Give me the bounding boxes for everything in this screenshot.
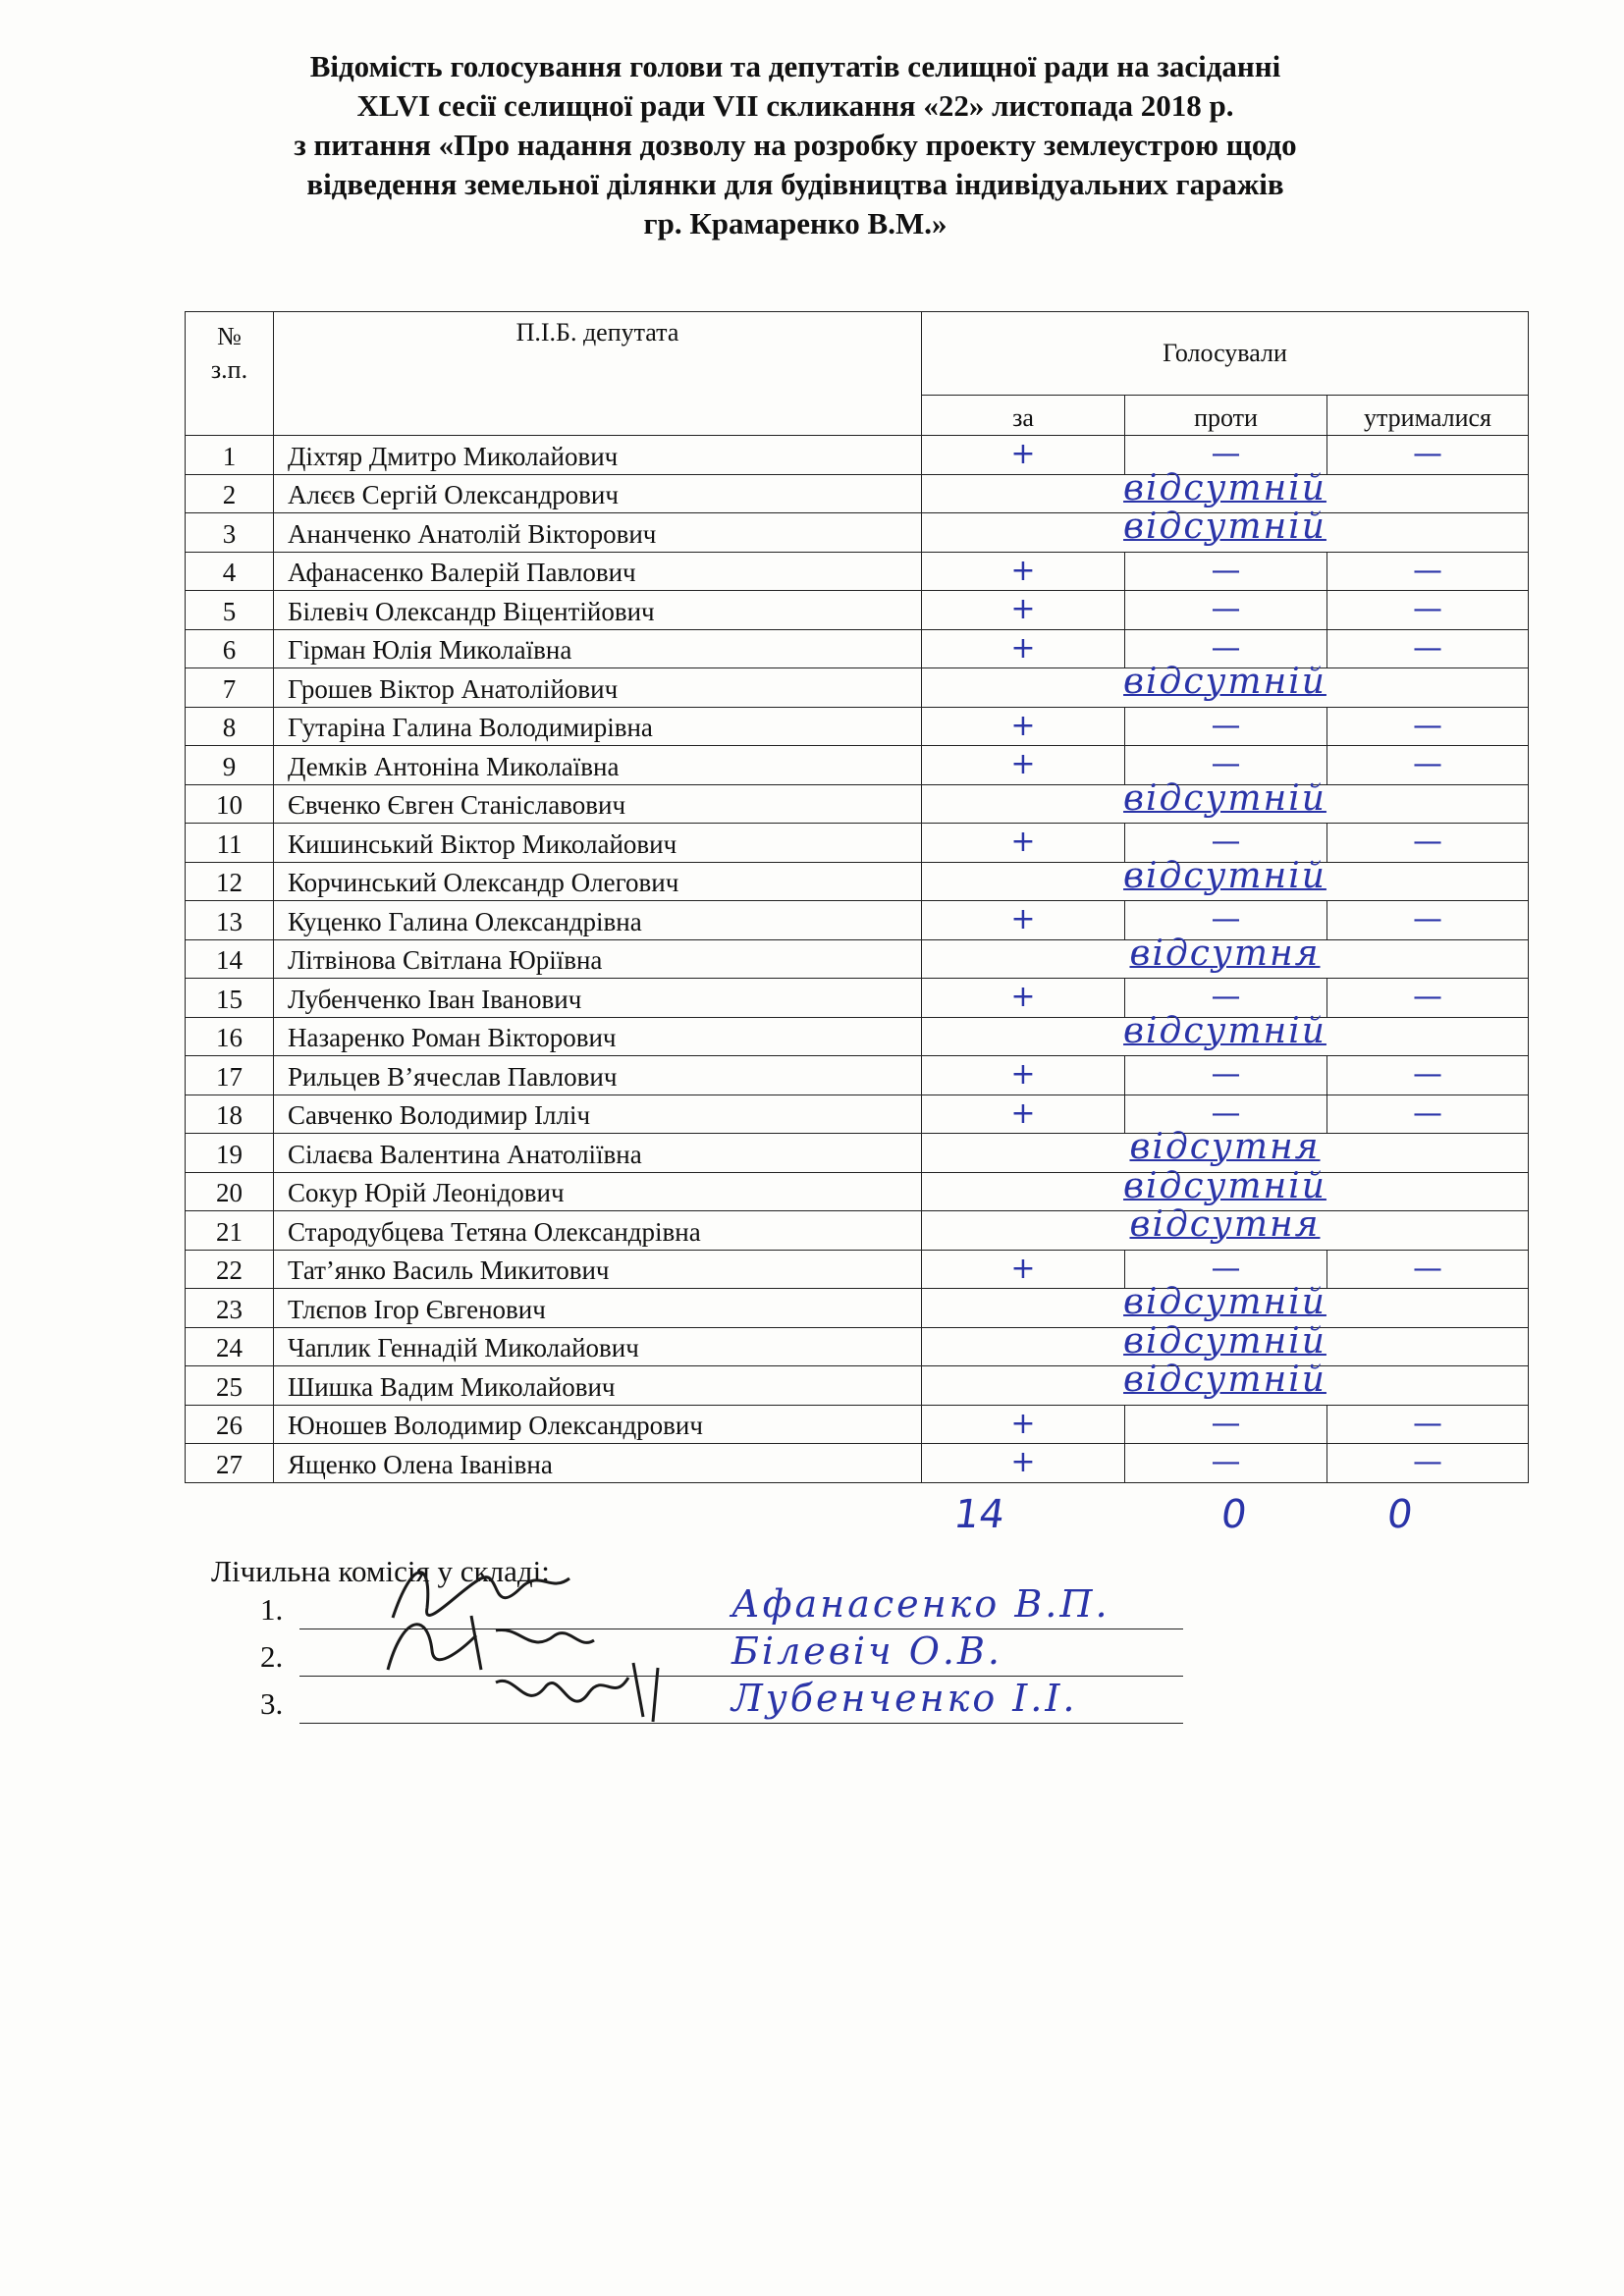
deputy-name: Ященко Олена Іванівна <box>274 1444 922 1483</box>
document-header <box>196 47 1394 243</box>
absent-cell <box>922 507 1529 553</box>
vote-against-mark: — <box>1125 591 1327 630</box>
vote-for-mark: + <box>922 1056 1125 1095</box>
absent-mark: відсутній <box>1123 777 1326 819</box>
header-line-4: відведення земельної ділянки для будівництва індивідуальних гаражів <box>306 167 1284 201</box>
absent-cell <box>922 1204 1529 1251</box>
row-number: 9 <box>186 746 274 785</box>
vote-against-mark: — <box>1125 1056 1327 1095</box>
absent-mark: відсутня <box>1129 933 1321 974</box>
row-number: 25 <box>186 1366 274 1406</box>
header-deputy-name: П.І.Б. депутата <box>274 312 922 436</box>
vote-for-mark: + <box>922 1405 1125 1444</box>
table-row <box>186 1056 1529 1095</box>
vote-against-mark: — <box>1125 746 1327 785</box>
row-number: 15 <box>186 979 274 1018</box>
vote-abstain-mark: — <box>1327 1056 1529 1095</box>
total-abstain: 0 <box>1383 1492 1416 1537</box>
absent-mark: відсутній <box>1123 1010 1326 1051</box>
vote-against-mark: — <box>1125 629 1327 668</box>
vote-abstain-mark: — <box>1327 591 1529 630</box>
row-number: 19 <box>186 1134 274 1173</box>
vote-abstain-mark: — <box>1327 824 1529 863</box>
vote-for-mark: + <box>922 591 1125 630</box>
deputy-name: Рильцев В’ячеслав Павлович <box>274 1056 922 1095</box>
table-row <box>186 1366 1529 1406</box>
commission-title: Лічильна комісія у складі: <box>211 1554 550 1588</box>
table-row <box>186 1211 1529 1251</box>
deputy-name: Грошев Віктор Анатолійович <box>274 668 922 708</box>
absent-mark: відсутня <box>1129 1204 1321 1245</box>
commission-member-3 <box>260 1677 1183 1724</box>
row-number: 17 <box>186 1056 274 1095</box>
deputy-name: Кишинський Віктор Миколайович <box>274 824 922 863</box>
absent-mark: відсутній <box>1123 467 1326 508</box>
deputy-name: Літвінова Світлана Юріївна <box>274 939 922 979</box>
table-row <box>186 1444 1529 1483</box>
absent-mark: відсутній <box>1123 1282 1326 1322</box>
row-number: 10 <box>186 784 274 824</box>
deputy-name: Гутаріна Галина Володимирівна <box>274 707 922 746</box>
vote-against-mark: — <box>1125 707 1327 746</box>
vote-for-mark: + <box>922 1444 1125 1483</box>
table-row <box>186 939 1529 979</box>
vote-abstain-mark: — <box>1327 979 1529 1018</box>
vote-against-mark: — <box>1125 552 1327 591</box>
vote-abstain-mark: — <box>1327 1095 1529 1134</box>
header-line-5: гр. Крамаренко В.М.» <box>643 206 947 240</box>
row-number: 2 <box>186 474 274 513</box>
vote-for-mark: + <box>922 979 1125 1018</box>
header-line-3: з питання «Про надання дозволу на розробку проекту землеустрою щодо <box>294 128 1297 162</box>
row-number: 14 <box>186 939 274 979</box>
header-voted: Голосували <box>922 312 1529 396</box>
vote-against-mark: — <box>1125 901 1327 940</box>
deputy-name: Афанасенко Валерій Павлович <box>274 552 922 591</box>
member-name: Білевіч О.В. <box>731 1629 1002 1673</box>
vote-against-mark: — <box>1125 1095 1327 1134</box>
vote-for-mark: + <box>922 901 1125 940</box>
member-number: 1. <box>260 1592 284 1627</box>
member-number: 3. <box>260 1686 284 1721</box>
row-number: 5 <box>186 591 274 630</box>
row-number: 6 <box>186 629 274 668</box>
vote-for-mark: + <box>922 824 1125 863</box>
deputy-name: Юношев Володимир Олександрович <box>274 1405 922 1444</box>
vote-against-mark: — <box>1125 1444 1327 1483</box>
row-number: 24 <box>186 1327 274 1366</box>
deputy-name: Євченко Євген Станіславович <box>274 784 922 824</box>
header-line-1: Відомість голосування голови та депутатів селищної ради на засіданні <box>309 49 1281 83</box>
row-number: 27 <box>186 1444 274 1483</box>
deputy-name: Білевіч Олександр Віцентійович <box>274 591 922 630</box>
table-row <box>186 1405 1529 1444</box>
header-number-symbol: № <box>217 322 242 350</box>
vote-abstain-mark: — <box>1327 1444 1529 1483</box>
deputy-name: Корчинський Олександр Олегович <box>274 862 922 901</box>
row-number: 11 <box>186 824 274 863</box>
row-number: 16 <box>186 1017 274 1056</box>
deputy-name: Діхтяр Дмитро Миколайович <box>274 436 922 475</box>
member-number: 2. <box>260 1639 284 1674</box>
deputy-name: Лубенченко Іван Іванович <box>274 979 922 1018</box>
vote-abstain-mark: — <box>1327 746 1529 785</box>
table-row <box>186 862 1529 901</box>
vote-for-mark: + <box>922 436 1125 475</box>
table-row <box>186 784 1529 824</box>
deputy-name: Чаплик Геннадій Миколайович <box>274 1327 922 1366</box>
absent-mark: відсутній <box>1123 855 1326 896</box>
row-number: 4 <box>186 552 274 591</box>
vote-for-mark: + <box>922 746 1125 785</box>
row-number: 12 <box>186 862 274 901</box>
absent-mark: відсутній <box>1123 1360 1326 1400</box>
row-number: 8 <box>186 707 274 746</box>
row-number: 21 <box>186 1211 274 1251</box>
row-number: 23 <box>186 1289 274 1328</box>
table-row <box>186 668 1529 708</box>
vote-abstain-mark: — <box>1327 901 1529 940</box>
vote-against-mark: — <box>1125 1250 1327 1289</box>
absent-cell <box>922 1010 1529 1056</box>
vote-for-mark: + <box>922 707 1125 746</box>
deputy-name: Савченко Володимир Ілліч <box>274 1095 922 1134</box>
vote-abstain-mark: — <box>1327 707 1529 746</box>
deputy-name: Тлєпов Ігор Євгенович <box>274 1289 922 1328</box>
absent-mark: відсутній <box>1123 507 1326 547</box>
table-body <box>186 436 1529 1483</box>
row-number: 1 <box>186 436 274 475</box>
vote-abstain-mark: — <box>1327 436 1529 475</box>
row-number: 18 <box>186 1095 274 1134</box>
deputy-name: Демків Антоніна Миколаївна <box>274 746 922 785</box>
vote-against-mark: — <box>1125 979 1327 1018</box>
deputy-name: Алєєв Сергій Олександрович <box>274 474 922 513</box>
vote-abstain-mark: — <box>1327 1405 1529 1444</box>
deputy-name: Тат’янко Василь Микитович <box>274 1250 922 1289</box>
header-number-abbr: з.п. <box>210 355 248 384</box>
header-number <box>186 312 274 436</box>
vote-abstain-mark: — <box>1327 629 1529 668</box>
deputy-name: Шишка Вадим Миколайович <box>274 1366 922 1406</box>
absent-cell <box>922 777 1529 824</box>
table-row <box>186 707 1529 746</box>
vote-abstain-mark: — <box>1327 552 1529 591</box>
absent-cell <box>922 662 1529 708</box>
row-number: 13 <box>186 901 274 940</box>
table-row <box>186 513 1529 553</box>
vote-against-mark: — <box>1125 824 1327 863</box>
header-abstain: утрималися <box>1327 396 1529 436</box>
vote-for-mark: + <box>922 552 1125 591</box>
vote-for-mark: + <box>922 1250 1125 1289</box>
total-against: 0 <box>1218 1492 1250 1537</box>
vote-for-mark: + <box>922 629 1125 668</box>
row-number: 20 <box>186 1172 274 1211</box>
deputy-name: Сілаєва Валентина Анатоліївна <box>274 1134 922 1173</box>
table-row <box>186 552 1529 591</box>
header-against: проти <box>1125 396 1327 436</box>
deputy-name: Гірман Юлія Миколаївна <box>274 629 922 668</box>
vote-for-mark: + <box>922 1095 1125 1134</box>
absent-mark: відсутня <box>1129 1127 1321 1167</box>
absent-mark: відсутній <box>1123 662 1326 702</box>
commission-member-2 <box>260 1629 1183 1677</box>
signature-mark <box>486 1643 722 1732</box>
vote-against-mark: — <box>1125 1405 1327 1444</box>
voting-table <box>185 311 1529 1483</box>
vote-abstain-mark: — <box>1327 1250 1529 1289</box>
row-number: 3 <box>186 513 274 553</box>
row-number: 22 <box>186 1250 274 1289</box>
absent-mark: відсутній <box>1123 1165 1326 1206</box>
member-name: Афанасенко В.П. <box>731 1582 1110 1626</box>
absent-cell <box>922 855 1529 901</box>
member-name: Лубенченко І.І. <box>731 1677 1078 1720</box>
table-row <box>186 591 1529 630</box>
header-line-2: XLVI сесії селищної ради VII скликання «22» листопада 2018 р. <box>356 88 1234 123</box>
row-number: 7 <box>186 668 274 708</box>
deputy-name: Ананченко Анатолій Вікторович <box>274 513 922 553</box>
vote-against-mark: — <box>1125 436 1327 475</box>
signature-line <box>299 1723 1183 1724</box>
absent-cell <box>922 933 1529 979</box>
total-for: 14 <box>950 1492 1008 1537</box>
absent-mark: відсутній <box>1123 1320 1326 1362</box>
deputy-name: Сокур Юрій Леонідович <box>274 1172 922 1211</box>
deputy-name: Куценко Галина Олександрівна <box>274 901 922 940</box>
row-number: 26 <box>186 1405 274 1444</box>
deputy-name: Назаренко Роман Вікторович <box>274 1017 922 1056</box>
table-row <box>186 1017 1529 1056</box>
header-for: за <box>922 396 1125 436</box>
deputy-name: Стародубцева Тетяна Олександрівна <box>274 1211 922 1251</box>
absent-cell <box>922 1360 1529 1406</box>
